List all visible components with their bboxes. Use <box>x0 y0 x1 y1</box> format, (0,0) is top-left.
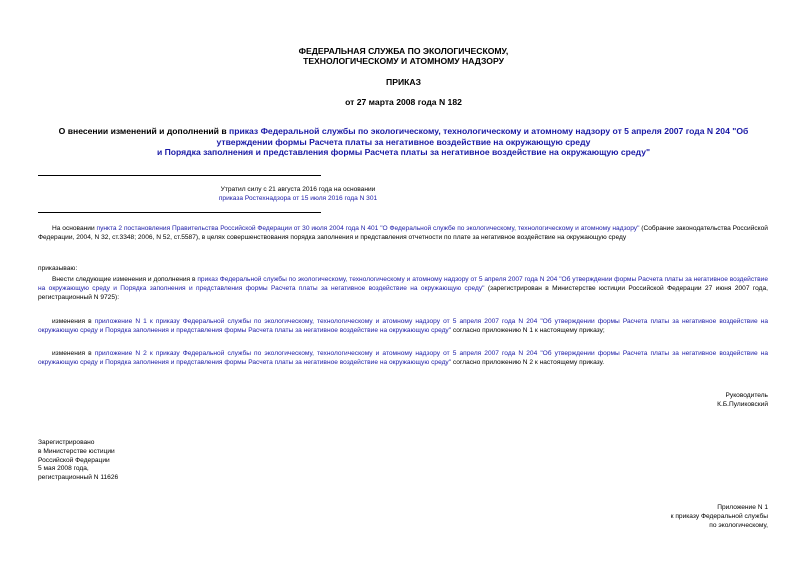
divider-top <box>38 175 321 176</box>
item2-end: согласно приложению N 1 к настоящему приказу; <box>451 327 605 335</box>
appendix-line1: Приложение N 1 <box>717 504 768 511</box>
item2-start: изменения в <box>52 318 95 325</box>
preamble-start: На основании <box>52 225 97 232</box>
doc-type: ПРИКАЗ <box>386 77 421 87</box>
title-link-line3[interactable]: и Порядка заполнения и представления формы Расчета платы за негативное воздействие на окружающую среду" <box>156 147 651 157</box>
title-link-line1[interactable]: приказ Федеральной службы по экологическому, технологическому и атомному надзору от 5 апреля 2007 года N 204 "Об <box>229 126 749 136</box>
item3-paragraph <box>38 349 768 367</box>
signature-name: К.Б.Пуликовский <box>717 401 768 408</box>
appendix-line2: к приказу Федеральной службы <box>670 513 768 520</box>
status-line1: Утратил силу с 21 августа 2016 года на основании <box>220 186 376 193</box>
preamble-paragraph <box>38 224 768 242</box>
agency-name-line2: ТЕХНОЛОГИЧЕСКОМУ И АТОМНОМУ НАДЗОРУ <box>303 56 504 66</box>
registration-block <box>38 439 118 483</box>
preamble-link[interactable]: пункта 2 постановления Правительства Российской Федерации от 30 июля 2004 года N 401 "О Федеральной службе по экологическому, технологическому и атомному надзору" <box>96 225 640 232</box>
preamble-end: (Собрание законодательства Российской Федерации, 2004, N 32, ст.3348; 2006, N 52, ст.5587), в целях совершенствования порядка заполнения и представления отчетности по плате за негативное воздействие на окружающую среду <box>38 225 768 242</box>
registration-line3: Российской Федерации <box>38 456 110 464</box>
registration-line1: Зарегистрировано <box>38 439 95 446</box>
status-link[interactable]: приказа Ростехнадзора от 15 июля 2016 года N 301 <box>218 195 378 203</box>
registration-line5: регистрационный N 11626 <box>38 474 119 482</box>
status-note <box>38 185 558 203</box>
signature-block <box>717 391 768 409</box>
registration-line4: 5 мая 2008 года, <box>38 465 89 473</box>
signature-role: Руководитель <box>725 392 768 399</box>
title-link-line2[interactable]: утверждении формы Расчета платы за негативное воздействие на окружающую среду <box>216 136 591 147</box>
doc-date: от 27 марта 2008 года N 182 <box>345 97 462 107</box>
title-prefix: О внесении изменений и дополнений в <box>58 126 230 136</box>
appendix-block <box>671 503 768 530</box>
item1-paragraph <box>38 275 768 303</box>
appendix-line3: по экологическому, <box>709 522 768 529</box>
divider-bottom <box>38 212 321 213</box>
item2-paragraph <box>38 317 768 335</box>
item3-end: согласно приложению N 2 к настоящему приказу. <box>451 359 605 367</box>
agency-name-line1: ФЕДЕРАЛЬНАЯ СЛУЖБА ПО ЭКОЛОГИЧЕСКОМУ, <box>298 46 509 56</box>
registration-line2: в Министерстве юстиции <box>38 447 115 455</box>
item1-end: (зарегистрирован в Министерстве юстиции Российской Федерации 27 июня 2007 года, регистрационный N 9725): <box>38 285 768 302</box>
item3-start: изменения в <box>52 350 95 357</box>
item1-start: Внести следующие изменения и дополнения в <box>52 276 198 283</box>
item1-link[interactable]: приказ Федеральной службы по экологическому, технологическому и атомному надзору от 5 апреля 2007 года N 204 "Об утверждении формы Расчета платы за негативное воздействие на окружающую среду и Порядка заполнения и представления формы Расчета платы за негативное воздействие на окружающую среду" <box>38 276 768 293</box>
item2-link[interactable]: приложение N 1 к приказу Федеральной службы по экологическому, технологическому и атомному надзору от 5 апреля 2007 года N 204 "Об утверждении формы Расчета платы за негативное воздействие на окружающую среду и Порядка заполнения и представления формы Расчета платы за негативное воздействие на окружающую среду" <box>38 318 768 335</box>
order-word: приказываю: <box>38 265 78 272</box>
document-title <box>0 126 807 158</box>
item3-link[interactable]: приложение N 2 к приказу Федеральной службы по экологическому, технологическому и атомному надзору от 5 апреля 2007 года N 204 "Об утверждении формы Расчета платы за негативное воздействие на окружающую среду и Порядка заполнения и представления формы Расчета платы за негативное воздействие на окружающую среду" <box>38 350 768 367</box>
